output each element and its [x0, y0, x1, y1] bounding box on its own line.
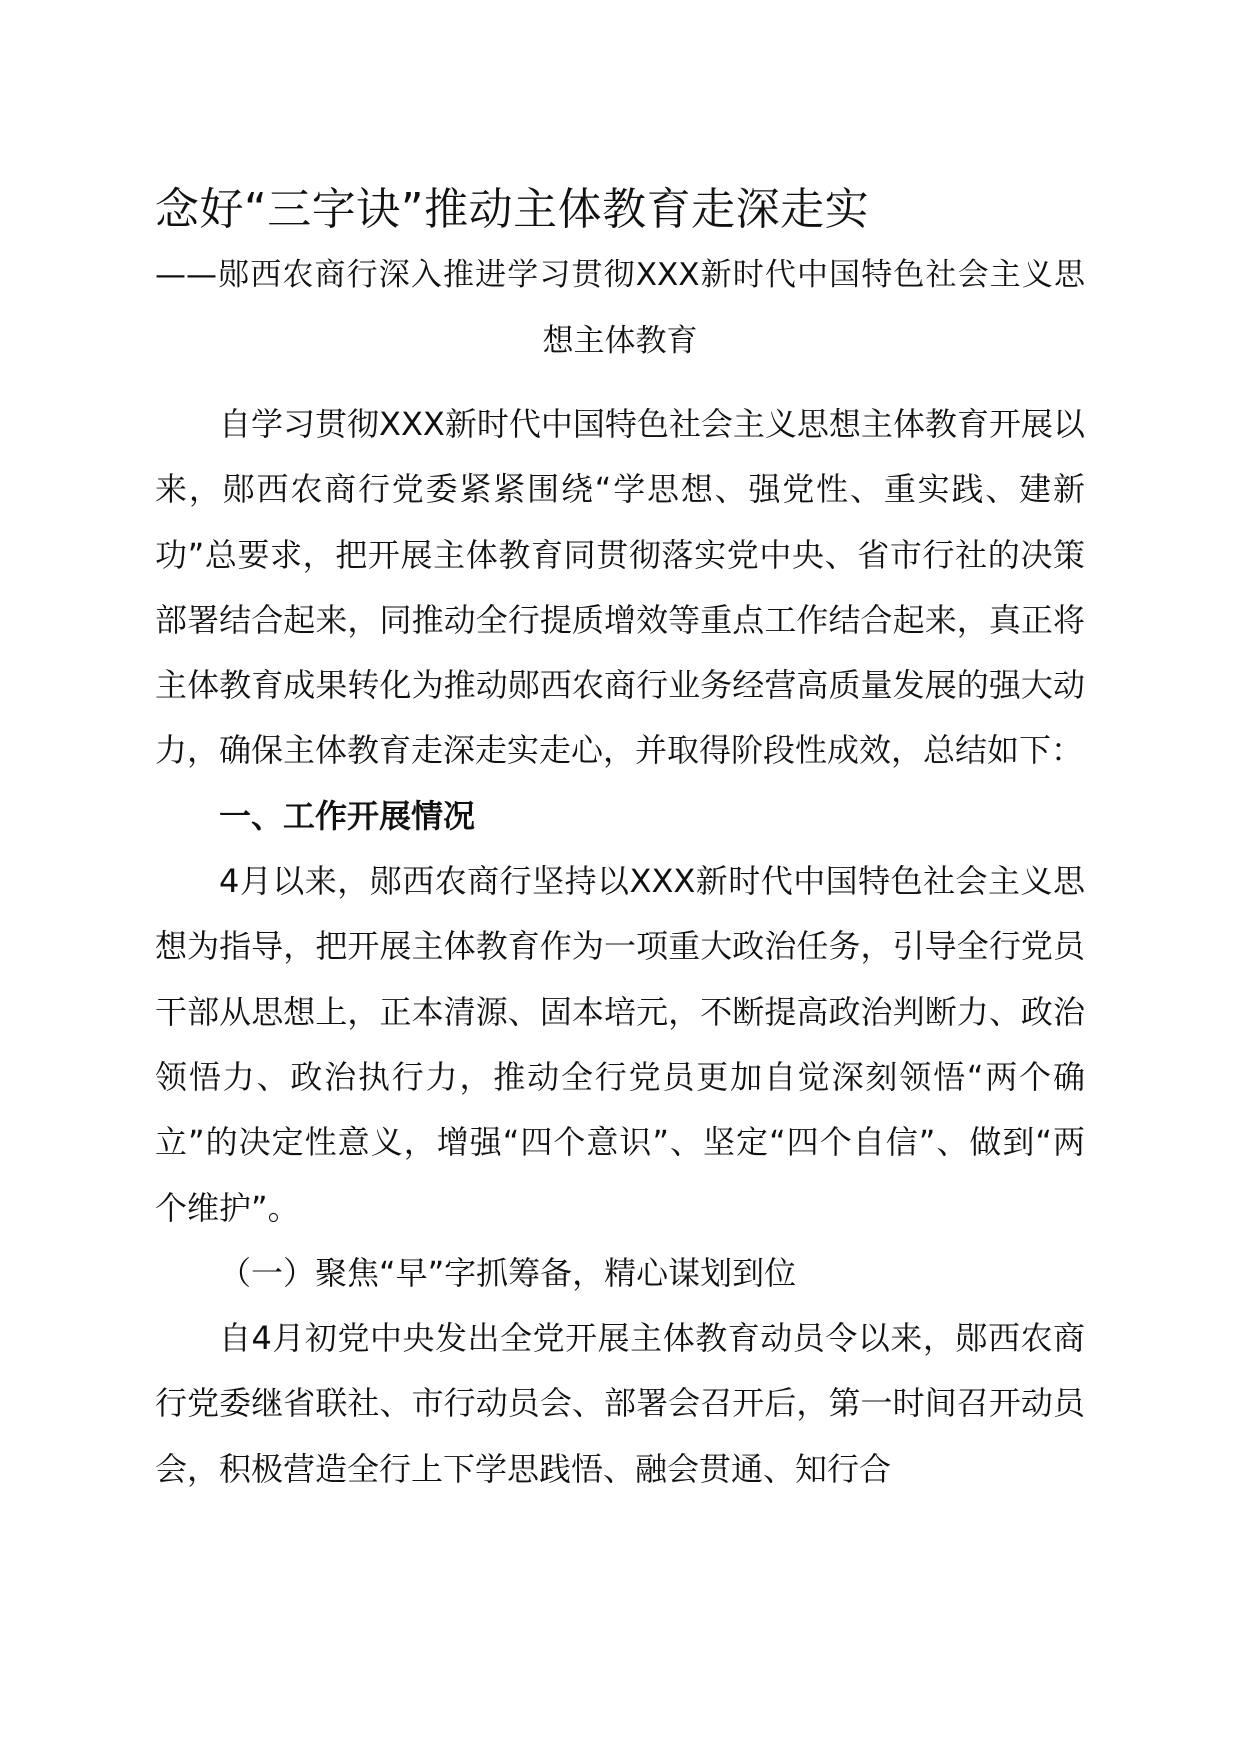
subsection-heading: （一）聚焦“早”字抓筹备，精心谋划到位: [219, 1253, 797, 1292]
document-body: [155, 180, 1085, 1502]
section-paragraph: 4月以来，郧西农商行坚持以XXX新时代中国特色社会主义思想为指导，把开展主体教育作为一项重大政治任务，引导全行党员干部从思想上，正本清源、固本培元，不断提高政治判断力、政治领悟力、政治执行力，推动全行党员更加自觉深刻领悟“两个确立”的决定性意义，增强“四个意识”、坚定“四个自信”、做到“两个维护”。: [155, 862, 1085, 1227]
intro-paragraph: 自学习贯彻XXX新时代中国特色社会主义思想主体教育开展以来，郧西农商行党委紧紧围绕“学思想、强党性、重实践、建新功”总要求，把开展主体教育同贯彻落实党中央、省市行社的决策部署结合起来，同推动全行提质增效等重点工作结合起来，真正将主体教育成果转化为推动郧西农商行业务经营高质量发展的强大动力，确保主体教育走深走实走心，并取得阶段性成效，总结如下：: [155, 405, 1085, 770]
document-subtitle: ——郧西农商行深入推进学习贯彻XXX新时代中国特色社会主义思想主体教育: [155, 257, 1085, 359]
document-title: 念好“三字诀”推动主体教育走深走实: [155, 184, 870, 235]
subsection-paragraph: 自4月初党中央发出全党开展主体教育动员令以来，郧西农商行党委继省联社、市行动员会、部署会召开后，第一时间召开动员会，积极营造全行上下学思践悟、融会贯通、知行合: [155, 1319, 1085, 1488]
section-heading: 一、工作开展情况: [219, 796, 476, 835]
